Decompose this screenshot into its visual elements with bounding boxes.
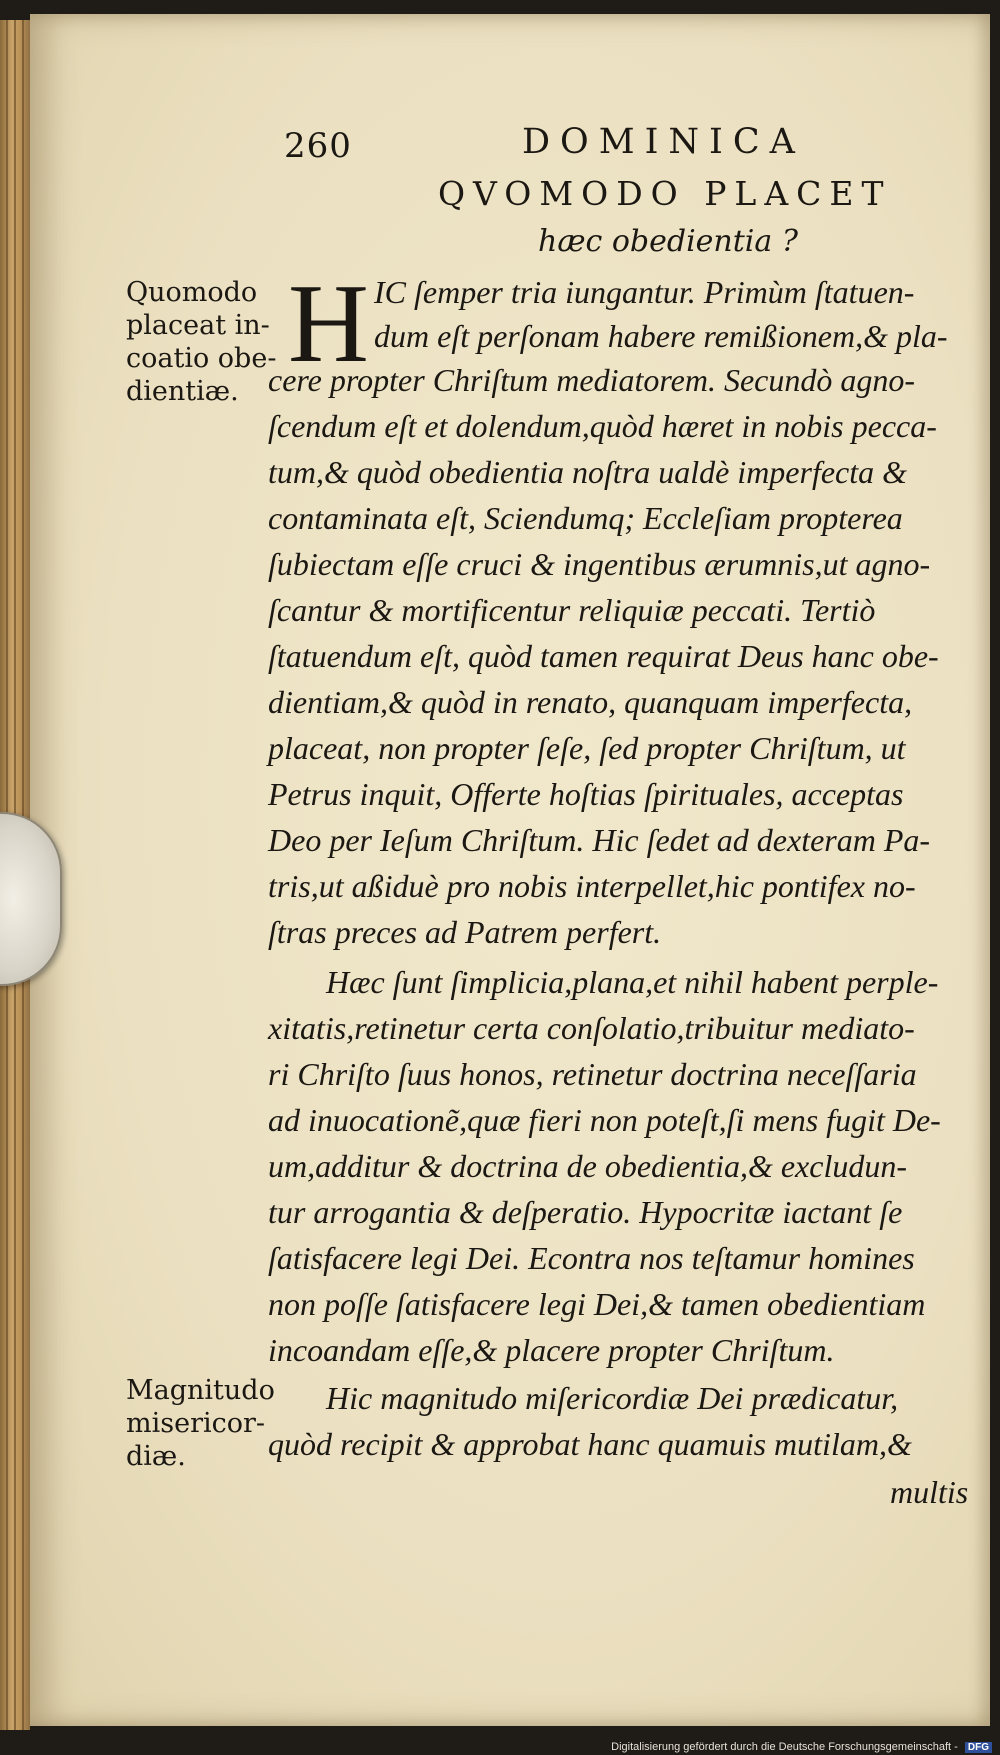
margin-note-line: dientiæ. xyxy=(126,376,239,407)
text-line: tum,& quòd obedientia noſtra ualdè imperfecta & xyxy=(268,454,908,490)
text-line: quòd recipit & approbat hanc quamuis mutilam,& xyxy=(268,1426,912,1462)
drop-cap: H xyxy=(288,262,369,386)
text-line: tur arrogantia & deſperatio. Hypocritæ iactant ſe xyxy=(268,1194,903,1230)
text-line: dum eſt perſonam habere remißionem,& pla- xyxy=(374,318,948,354)
text-line: Deo per Ieſum Chriſtum. Hic ſedet ad dexteram Pa- xyxy=(268,822,931,858)
text-line: xitatis,retinetur certa conſolatio,tribuitur mediato- xyxy=(268,1010,915,1046)
text-line: cere propter Chriſtum mediatorem. Secundò agno- xyxy=(268,362,915,398)
margin-note-line: Quomodo xyxy=(126,277,258,308)
digitization-credit xyxy=(611,1741,992,1753)
margin-note-line: coatio obe- xyxy=(126,343,277,374)
margin-note-line: diæ. xyxy=(126,1441,186,1472)
text-line: ſubiectam eſſe cruci & ingentibus ærumnis,ut agno- xyxy=(268,546,931,582)
text-line: ſatisfacere legi Dei. Econtra nos teſtamur homines xyxy=(268,1240,915,1276)
margin-note-line: misericor- xyxy=(126,1408,266,1439)
text-line: ſcantur & mortificentur reliquiæ peccati. Tertiò xyxy=(268,592,876,628)
running-head: DOMINICA xyxy=(522,122,805,162)
text-line: non poſſe ſatisfacere legi Dei,& tamen obedientiam xyxy=(268,1286,926,1322)
text-line: contaminata eſt, Sciendumq; Eccleſiam propterea xyxy=(268,500,903,536)
text-line: IC ſemper tria iungantur. Primùm ſtatuen- xyxy=(374,274,915,310)
text-line: ri Chriſto ſuus honos, retinetur doctrina neceſſaria xyxy=(268,1056,917,1092)
dfg-logo: DFG xyxy=(965,1742,992,1753)
credit-text: Digitalisierung gefördert durch die Deutsche Forschungsgemeinschaft - xyxy=(611,1741,958,1753)
text-line: incoandam eſſe,& placere propter Chriſtum. xyxy=(268,1332,835,1368)
text-line: Petrus inquit, Offerte hoſtias ſpirituales, acceptas xyxy=(268,776,904,812)
text-line: ad inuocationẽ,quæ fieri non poteſt,ſi mens fugit De- xyxy=(268,1102,941,1138)
text-line: dientiam,& quòd in renato, quanquam imperfecta, xyxy=(268,684,913,720)
page-number: 260 xyxy=(284,126,352,166)
text-line: tris,ut aßiduè pro nobis interpellet,hic pontifex no- xyxy=(268,868,916,904)
margin-note-line: Magnitudo xyxy=(126,1375,275,1406)
catchword: multis xyxy=(890,1474,969,1510)
text-line: placeat, non propter ſeſe, ſed propter Chriſtum, ut xyxy=(268,730,906,766)
margin-note-line: placeat in- xyxy=(126,310,270,341)
section-title: QVOMODO PLACET xyxy=(438,174,892,213)
book-page xyxy=(30,14,990,1726)
text-line: Hic magnitudo miſericordiæ Dei prædicatur, xyxy=(326,1380,899,1416)
text-line: ſtras preces ad Patrem perfert. xyxy=(268,914,662,950)
text-line: um,additur & doctrina de obedientia,& excludun- xyxy=(268,1148,907,1184)
section-subtitle: hæc obedientia ? xyxy=(538,224,798,259)
text-line: ſtatuendum eſt, quòd tamen requirat Deus hanc obe- xyxy=(268,638,939,674)
text-line: ſcendum eſt et dolendum,quòd hæret in nobis pecca- xyxy=(268,408,937,444)
text-line: Hæc ſunt ſimplicia,plana,et nihil habent perple- xyxy=(326,964,939,1000)
